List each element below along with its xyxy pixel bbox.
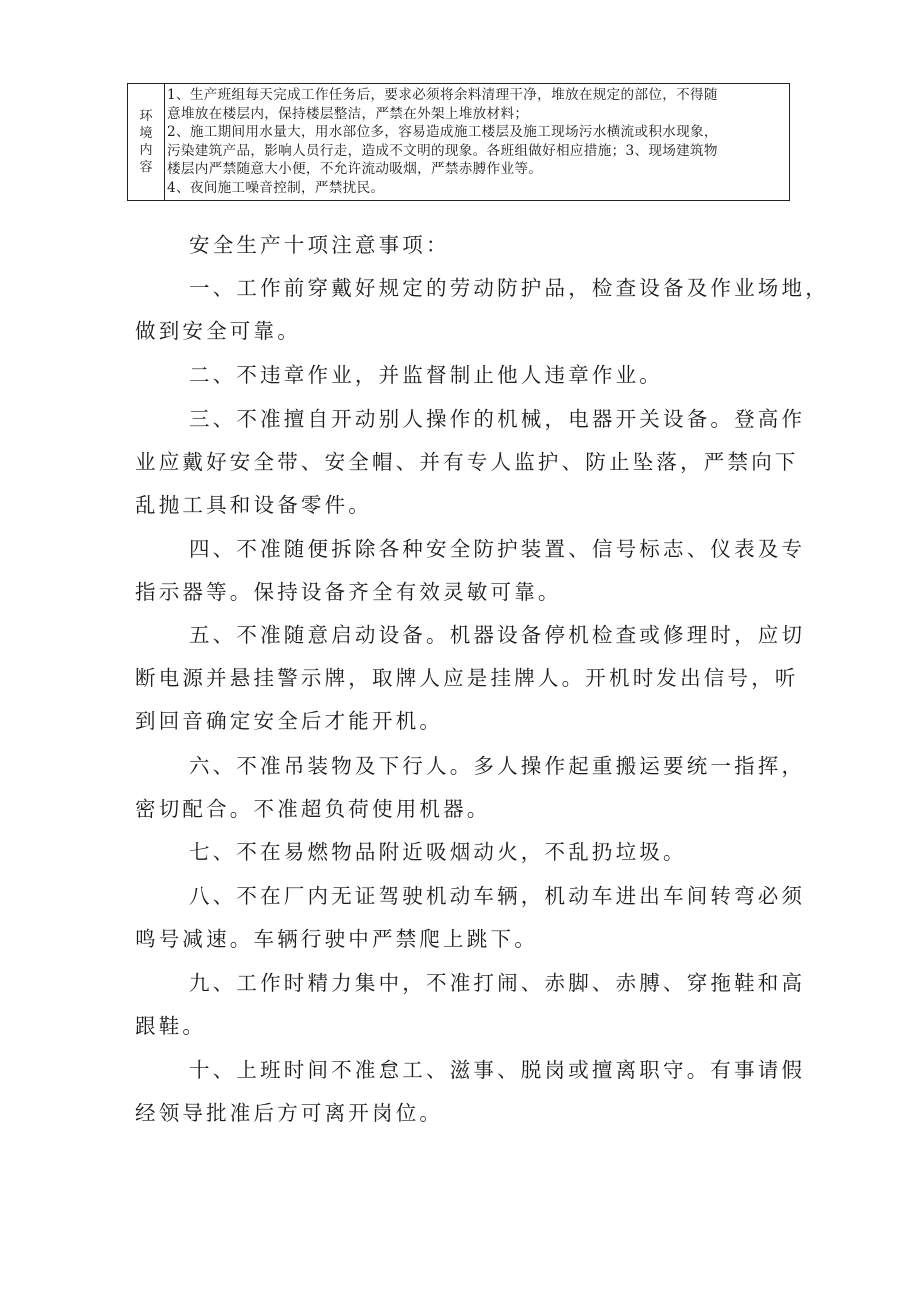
safety-item-8 [135, 875, 806, 961]
env-line: 楼层内严禁随意大小便，不允许流动吸烟，严禁赤膊作业等。 [167, 161, 543, 178]
safety-item-1 [135, 267, 829, 353]
item-line: 密切配合。不准超负荷使用机器。 [135, 797, 491, 821]
heading-text: 安全生产十项注意事项： [189, 233, 450, 257]
safety-item-4 [135, 528, 806, 614]
safety-item-3 [135, 398, 806, 527]
env-line: 4、夜间施工噪音控制，严禁扰民。 [167, 179, 385, 196]
item-line: 指示器等。保持设备齐全有效灵敏可靠。 [135, 580, 562, 604]
section-heading [135, 224, 799, 267]
item-line: 十、上班时间不准怠工、滋事、脱岗或擅离职守。有事请假 [189, 1058, 806, 1082]
item-line: 七、不在易燃物品附近吸烟动火，不乱扔垃圾。 [189, 840, 687, 864]
safety-item-10 [135, 1049, 806, 1135]
item-line: 鸣号减速。车辆行驶中严禁爬上跳下。 [135, 927, 538, 951]
safety-item-2 [135, 354, 799, 397]
item-line: 做到安全可靠。 [135, 319, 301, 343]
item-line: 断电源并悬挂警示牌，取牌人应是挂牌人。开机时发出信号，听 [135, 666, 799, 690]
table-row [128, 84, 790, 201]
item-line: 九、工作时精力集中，不准打闹、赤脚、赤膊、穿拖鞋和高 [189, 971, 806, 995]
env-content-cell [165, 84, 790, 201]
environment-table [127, 83, 790, 201]
item-line: 六、不准吊装物及下行人。多人操作起重搬运要统一指挥， [189, 754, 806, 778]
safety-item-5 [135, 614, 806, 743]
item-line: 三、不准擅自开动别人操作的机械，电器开关设备。登高作 [189, 407, 806, 431]
item-line: 到回音确定安全后才能开机。 [135, 709, 444, 733]
item-line: 跟鞋。 [135, 1014, 207, 1038]
safety-item-7 [135, 831, 799, 874]
env-line: 意堆放在楼层内，保持楼层整洁，严禁在外架上堆放材料； [167, 105, 529, 122]
item-line: 乱抛工具和设备零件。 [135, 493, 372, 517]
env-line: 1、生产班组每天完成工作任务后，要求必须将余料清理干净，堆放在规定的部位，不得随 [167, 87, 718, 103]
safety-item-9 [135, 962, 806, 1048]
item-line: 四、不准随便拆除各种安全防护装置、信号标志、仪表及专 [189, 537, 806, 561]
item-line: 业应戴好安全带、安全帽、并有专人监护、防止坠落，严禁向下 [135, 450, 799, 474]
env-line: 2、施工期间用水量大，用水部位多，容易造成施工楼层及施工现场污水横流或积水现象， [167, 124, 718, 141]
item-line: 经领导批准后方可离开岗位。 [135, 1101, 444, 1125]
item-line: 二、不违章作业，并监督制止他人违章作业。 [189, 363, 663, 387]
env-line: 污染建筑产品，影响人员行走，造成不文明的现象。各班组做好相应措施；3、现场建筑物 [167, 142, 718, 159]
item-line: 五、不准随意启动设备。机器设备停机检查或修理时，应切 [189, 623, 806, 647]
env-label: 环境内容 [139, 108, 153, 175]
env-label-cell [128, 84, 165, 201]
item-line: 八、不在厂内无证驾驶机动车辆，机动车进出车间转弯必须 [189, 884, 806, 908]
safety-item-6 [135, 745, 806, 831]
item-line: 一、工作前穿戴好规定的劳动防护品，检查设备及作业场地， [189, 276, 829, 300]
